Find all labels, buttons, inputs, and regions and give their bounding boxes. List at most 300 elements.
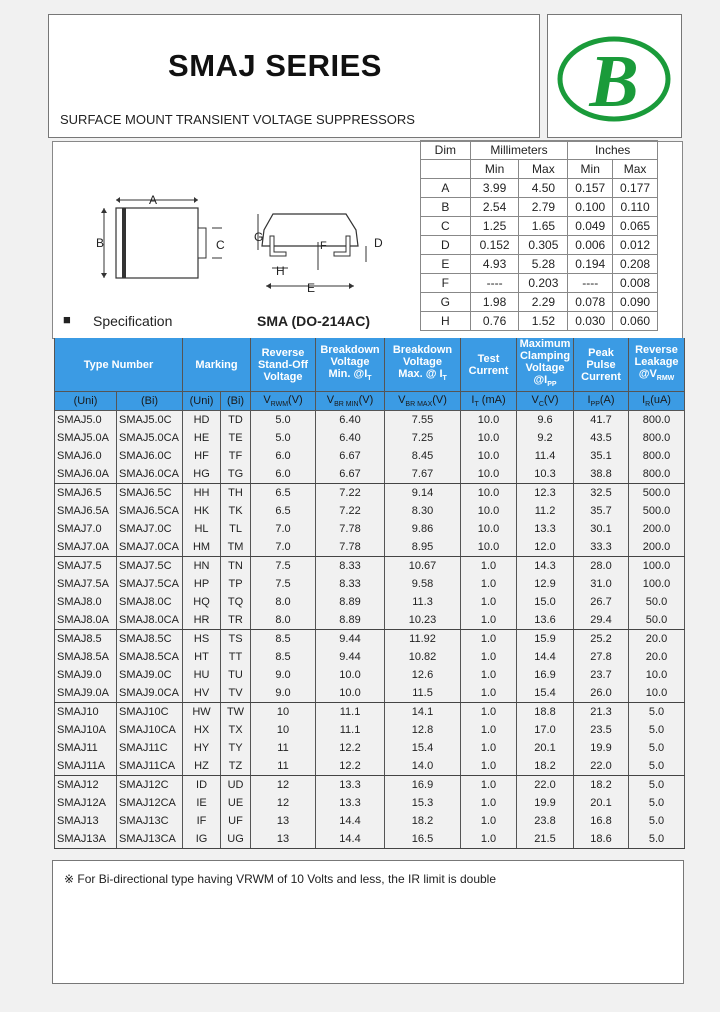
spec-cell: 16.9 [517, 666, 574, 684]
spec-cell: HD [183, 411, 221, 430]
dim-row [421, 274, 658, 293]
spec-cell: 6.67 [316, 465, 385, 484]
spec-cell: 23.8 [517, 812, 574, 830]
spec-cell: SMAJ13A [55, 830, 117, 849]
spec-cell: 10.0 [461, 447, 517, 465]
spec-cell: TH [221, 484, 251, 503]
dim-value: 0.065 [613, 217, 658, 236]
dim-value: 0.152 [470, 236, 519, 255]
spec-cell: SMAJ9.0C [117, 666, 183, 684]
spec-cell: 10.0 [461, 502, 517, 520]
spec-cell: SMAJ8.5A [55, 648, 117, 666]
dim-label: C [421, 217, 471, 236]
dim-label: E [421, 255, 471, 274]
spec-row [55, 703, 685, 722]
spec-cell: HU [183, 666, 221, 684]
spec-cell: SMAJ7.0A [55, 538, 117, 557]
spec-cell: 10.0 [629, 684, 685, 703]
spec-row [55, 447, 685, 465]
test-current-header: Test Current [461, 338, 517, 392]
in-max-head: Max [613, 160, 658, 179]
spec-cell: 800.0 [629, 429, 685, 447]
spec-cell: SMAJ10A [55, 721, 117, 739]
spec-label: Specification [93, 313, 173, 329]
spec-cell: 6.40 [316, 411, 385, 430]
spec-cell: 20.1 [517, 739, 574, 757]
spec-cell: TS [221, 630, 251, 649]
spec-cell: 35.1 [574, 447, 629, 465]
spec-cell: 200.0 [629, 538, 685, 557]
bv-min-header: Breakdown Voltage Min. $@I_T$ [316, 338, 385, 392]
spec-cell: 10.0 [461, 429, 517, 447]
spec-cell: SMAJ5.0 [55, 411, 117, 430]
spec-cell: SMAJ11A [55, 757, 117, 776]
bi-mark-subheader: (Bi) [221, 392, 251, 411]
spec-cell: 7.0 [251, 520, 316, 538]
spec-cell: SMAJ7.0CA [117, 538, 183, 557]
spec-cell: HV [183, 684, 221, 703]
spec-cell: 7.55 [385, 411, 461, 430]
spec-cell: 1.0 [461, 776, 517, 795]
mm-min-head: Min [470, 160, 519, 179]
spec-cell: 6.0 [251, 465, 316, 484]
package-outline-diagram [90, 190, 390, 300]
spec-cell: SMAJ6.5 [55, 484, 117, 503]
spec-cell: HE [183, 429, 221, 447]
dim-value: 2.54 [470, 198, 519, 217]
spec-cell: 100.0 [629, 575, 685, 593]
dim-value: 0.060 [613, 312, 658, 331]
dim-label: F [421, 274, 471, 293]
spec-cell: 9.14 [385, 484, 461, 503]
spec-cell: 14.3 [517, 557, 574, 576]
spec-cell: 32.5 [574, 484, 629, 503]
spec-cell: 5.0 [629, 739, 685, 757]
spec-cell: HZ [183, 757, 221, 776]
spec-cell: 5.0 [629, 776, 685, 795]
spec-row [55, 611, 685, 630]
spec-cell: 12 [251, 776, 316, 795]
spec-cell: UD [221, 776, 251, 795]
spec-cell: 12.0 [517, 538, 574, 557]
spec-cell: 11 [251, 757, 316, 776]
spec-cell: HX [183, 721, 221, 739]
spec-cell: 5.0 [251, 411, 316, 430]
spec-row [55, 630, 685, 649]
label-f: F [320, 240, 327, 252]
spec-cell: 9.44 [316, 648, 385, 666]
spec-cell: 10.0 [316, 666, 385, 684]
spec-row [55, 830, 685, 849]
spec-cell: TL [221, 520, 251, 538]
spec-cell: SMAJ7.5C [117, 557, 183, 576]
spec-cell: SMAJ6.0 [55, 447, 117, 465]
spec-cell: 14.4 [517, 648, 574, 666]
spec-cell: TQ [221, 593, 251, 611]
spec-cell: SMAJ8.0C [117, 593, 183, 611]
spec-cell: SMAJ12C [117, 776, 183, 795]
spec-cell: 7.0 [251, 538, 316, 557]
spec-cell: 31.0 [574, 575, 629, 593]
spec-cell: SMAJ6.5C [117, 484, 183, 503]
spec-cell: 1.0 [461, 666, 517, 684]
spec-cell: SMAJ6.0A [55, 465, 117, 484]
spec-row [55, 465, 685, 484]
dim-value: 0.090 [613, 293, 658, 312]
spec-cell: 1.0 [461, 757, 517, 776]
spec-cell: HW [183, 703, 221, 722]
spec-row [55, 411, 685, 430]
spec-cell: 20.1 [574, 794, 629, 812]
spec-cell: 5.0 [629, 757, 685, 776]
spec-cell: 15.0 [517, 593, 574, 611]
spec-cell: TZ [221, 757, 251, 776]
spec-row [55, 684, 685, 703]
dim-value: ---- [470, 274, 519, 293]
spec-cell: TN [221, 557, 251, 576]
spec-cell: 500.0 [629, 484, 685, 503]
spec-cell: 8.89 [316, 611, 385, 630]
dim-row [421, 198, 658, 217]
spec-cell: 1.0 [461, 557, 517, 576]
spec-cell: 15.9 [517, 630, 574, 649]
page-subtitle: SURFACE MOUNT TRANSIENT VOLTAGE SUPPRESSORS [60, 112, 415, 127]
dim-value: 0.012 [613, 236, 658, 255]
spec-cell: 7.78 [316, 520, 385, 538]
spec-cell: SMAJ8.0A [55, 611, 117, 630]
spec-cell: 13 [251, 812, 316, 830]
spec-cell: IG [183, 830, 221, 849]
spec-cell: 800.0 [629, 411, 685, 430]
spec-cell: SMAJ13C [117, 812, 183, 830]
uni-subheader: (Uni) [55, 392, 117, 411]
dim-value: 0.006 [568, 236, 613, 255]
vrwm-unit: $V_{RWM}(V)$ [251, 392, 316, 411]
dim-value: 5.28 [519, 255, 568, 274]
spec-cell: 13.6 [517, 611, 574, 630]
spec-cell: 19.9 [574, 739, 629, 757]
spec-cell: TY [221, 739, 251, 757]
dim-label: A [421, 179, 471, 198]
label-e: E [307, 281, 316, 295]
spec-row [55, 812, 685, 830]
spec-cell: 18.6 [574, 830, 629, 849]
page-title: SMAJ SERIES [168, 48, 382, 83]
spec-cell: HL [183, 520, 221, 538]
spec-cell: 14.1 [385, 703, 461, 722]
spec-cell: 13.3 [316, 794, 385, 812]
spec-cell: 8.95 [385, 538, 461, 557]
spec-cell: 12.2 [316, 757, 385, 776]
spec-cell: 11 [251, 739, 316, 757]
dim-value: 1.25 [470, 217, 519, 236]
spec-cell: TG [221, 465, 251, 484]
dim-value: ---- [568, 274, 613, 293]
spec-cell: 10.0 [316, 684, 385, 703]
spec-cell: 19.9 [517, 794, 574, 812]
spec-cell: 12 [251, 794, 316, 812]
label-g: G [254, 230, 264, 244]
in-min-head: Min [568, 160, 613, 179]
spec-cell: 7.22 [316, 502, 385, 520]
spec-cell: 1.0 [461, 593, 517, 611]
spec-cell: 7.78 [316, 538, 385, 557]
spec-cell: 20.0 [629, 648, 685, 666]
spec-cell: HT [183, 648, 221, 666]
spec-cell: SMAJ5.0C [117, 411, 183, 430]
spec-cell: 50.0 [629, 611, 685, 630]
spec-cell: HP [183, 575, 221, 593]
spec-cell: 10.0 [461, 411, 517, 430]
company-logo [548, 15, 681, 137]
vbrmin-unit: $V_{BR MIN}(V)$ [316, 392, 385, 411]
dim-value: 4.93 [470, 255, 519, 274]
spec-row [55, 557, 685, 576]
spec-cell: 16.9 [385, 776, 461, 795]
spec-row [55, 538, 685, 557]
spec-cell: 33.3 [574, 538, 629, 557]
dim-row [421, 179, 658, 198]
dim-value: 0.008 [613, 274, 658, 293]
spec-cell: 7.22 [316, 484, 385, 503]
spec-cell: SMAJ6.5CA [117, 502, 183, 520]
dimension-table [420, 140, 658, 331]
package-name: SMA (DO-214AC) [257, 313, 371, 329]
spec-cell: 12.9 [517, 575, 574, 593]
dim-row [421, 217, 658, 236]
spec-cell: 15.4 [517, 684, 574, 703]
spec-cell: UG [221, 830, 251, 849]
spec-cell: 9.44 [316, 630, 385, 649]
spec-cell: 5.0 [251, 429, 316, 447]
spec-cell: 30.1 [574, 520, 629, 538]
spec-cell: HH [183, 484, 221, 503]
spec-cell: 22.0 [574, 757, 629, 776]
spec-cell: SMAJ11CA [117, 757, 183, 776]
dim-value: 2.79 [519, 198, 568, 217]
vbrmax-unit: $V_{BR MAX}(V)$ [385, 392, 461, 411]
spec-cell: 8.30 [385, 502, 461, 520]
spec-cell: 9.2 [517, 429, 574, 447]
dim-value: 1.65 [519, 217, 568, 236]
spec-cell: 5.0 [629, 794, 685, 812]
type-number-header: Type Number [55, 338, 183, 392]
spec-cell: 5.0 [629, 721, 685, 739]
spec-cell: TD [221, 411, 251, 430]
dim-value: 0.049 [568, 217, 613, 236]
dim-value: 0.177 [613, 179, 658, 198]
spec-cell: 23.7 [574, 666, 629, 684]
spec-cell: SMAJ13 [55, 812, 117, 830]
spec-cell: SMAJ8.5C [117, 630, 183, 649]
label-a: A [149, 193, 158, 207]
spec-cell: 16.5 [385, 830, 461, 849]
spec-cell: TT [221, 648, 251, 666]
spec-cell: 8.89 [316, 593, 385, 611]
dim-row [421, 293, 658, 312]
dim-label: G [421, 293, 471, 312]
spec-cell: TK [221, 502, 251, 520]
dim-head: Dim [421, 141, 471, 160]
spec-cell: 10.0 [629, 666, 685, 684]
spec-cell: HY [183, 739, 221, 757]
spec-cell: 22.0 [517, 776, 574, 795]
spec-cell: 1.0 [461, 830, 517, 849]
spec-cell: 8.45 [385, 447, 461, 465]
spec-cell: 8.5 [251, 630, 316, 649]
spec-cell: SMAJ7.0 [55, 520, 117, 538]
dim-value: 0.208 [613, 255, 658, 274]
label-c: C [216, 238, 225, 252]
spec-cell: 1.0 [461, 575, 517, 593]
marking-header: Marking [183, 338, 251, 392]
spec-cell: SMAJ8.5 [55, 630, 117, 649]
spec-cell: 1.0 [461, 703, 517, 722]
spec-cell: 27.8 [574, 648, 629, 666]
ipp-unit: $I_{PP}(A)$ [574, 392, 629, 411]
spec-cell: 10 [251, 721, 316, 739]
spec-cell: 35.7 [574, 502, 629, 520]
spec-cell: 5.0 [629, 812, 685, 830]
spec-cell: SMAJ10C [117, 703, 183, 722]
spec-cell: SMAJ11C [117, 739, 183, 757]
spec-cell: HM [183, 538, 221, 557]
spec-cell: 10.0 [461, 465, 517, 484]
spec-cell: SMAJ13CA [117, 830, 183, 849]
electrical-spec-table [54, 338, 685, 849]
spec-cell: SMAJ6.0CA [117, 465, 183, 484]
spec-row [55, 648, 685, 666]
spec-cell: 11.1 [316, 721, 385, 739]
spec-cell: 9.0 [251, 684, 316, 703]
spec-row [55, 794, 685, 812]
spec-units-row [55, 392, 685, 411]
spec-cell: 28.0 [574, 557, 629, 576]
spec-cell: 11.1 [316, 703, 385, 722]
spec-row [55, 484, 685, 503]
spec-cell: 11.92 [385, 630, 461, 649]
spec-bullet: ■ [63, 312, 71, 327]
spec-cell: 1.0 [461, 648, 517, 666]
spec-cell: 7.5 [251, 575, 316, 593]
spec-cell: 18.2 [385, 812, 461, 830]
spec-cell: HR [183, 611, 221, 630]
spec-cell: 50.0 [629, 593, 685, 611]
label-h: H [276, 264, 285, 278]
vc-unit: $V_C(V)$ [517, 392, 574, 411]
in-head: Inches [568, 141, 658, 160]
dim-value: 4.50 [519, 179, 568, 198]
spec-cell: 29.4 [574, 611, 629, 630]
spec-cell: HG [183, 465, 221, 484]
spec-cell: 1.0 [461, 721, 517, 739]
spec-cell: 10.82 [385, 648, 461, 666]
spec-cell: SMAJ12 [55, 776, 117, 795]
spec-cell: 21.5 [517, 830, 574, 849]
dim-value: 0.110 [613, 198, 658, 217]
spec-cell: 25.2 [574, 630, 629, 649]
spec-cell: 11.2 [517, 502, 574, 520]
spec-row [55, 721, 685, 739]
spec-cell: 11.3 [385, 593, 461, 611]
ir-unit: $I_R(uA)$ [629, 392, 685, 411]
spec-cell: 41.7 [574, 411, 629, 430]
spec-cell: 16.8 [574, 812, 629, 830]
dim-row [421, 255, 658, 274]
spec-cell: 10.3 [517, 465, 574, 484]
spec-cell: SMAJ7.5CA [117, 575, 183, 593]
dim-row [421, 312, 658, 331]
spec-cell: SMAJ10CA [117, 721, 183, 739]
spec-cell: 20.0 [629, 630, 685, 649]
spec-cell: 38.8 [574, 465, 629, 484]
spec-cell: SMAJ9.0 [55, 666, 117, 684]
clamping-header: Maximum Clamping Voltage $@I_{PP}$ [517, 338, 574, 392]
spec-cell: TW [221, 703, 251, 722]
spec-cell: SMAJ6.0C [117, 447, 183, 465]
dim-value: 3.99 [470, 179, 519, 198]
spec-cell: SMAJ9.0CA [117, 684, 183, 703]
spec-cell: 10 [251, 703, 316, 722]
spec-cell: UE [221, 794, 251, 812]
spec-cell: 13.3 [316, 776, 385, 795]
spec-cell: 9.0 [251, 666, 316, 684]
spec-cell: ID [183, 776, 221, 795]
spec-cell: SMAJ12A [55, 794, 117, 812]
spec-cell: HK [183, 502, 221, 520]
spec-cell: TX [221, 721, 251, 739]
logo-box [547, 14, 682, 138]
spec-cell: SMAJ8.0CA [117, 611, 183, 630]
spec-cell: TE [221, 429, 251, 447]
dim-value: 1.98 [470, 293, 519, 312]
spec-cell: IE [183, 794, 221, 812]
dim-value: 1.52 [519, 312, 568, 331]
dim-value: 0.030 [568, 312, 613, 331]
spec-cell: IF [183, 812, 221, 830]
dim-label: B [421, 198, 471, 217]
spec-cell: TF [221, 447, 251, 465]
spec-row [55, 666, 685, 684]
spec-row [55, 739, 685, 757]
mm-max-head: Max [519, 160, 568, 179]
label-b: B [96, 236, 105, 250]
spec-cell: 10.67 [385, 557, 461, 576]
dim-value: 2.29 [519, 293, 568, 312]
spec-cell: TP [221, 575, 251, 593]
spec-cell: HS [183, 630, 221, 649]
spec-cell: 8.0 [251, 611, 316, 630]
spec-cell: 1.0 [461, 794, 517, 812]
dim-value: 0.157 [568, 179, 613, 198]
spec-row [55, 502, 685, 520]
spec-cell: 10.23 [385, 611, 461, 630]
spec-cell: UF [221, 812, 251, 830]
spec-cell: 43.5 [574, 429, 629, 447]
spec-cell: 8.0 [251, 593, 316, 611]
spec-cell: 7.25 [385, 429, 461, 447]
spec-cell: SMAJ8.5CA [117, 648, 183, 666]
spec-cell: 6.40 [316, 429, 385, 447]
spec-cell: 100.0 [629, 557, 685, 576]
spec-cell: 7.5 [251, 557, 316, 576]
dim-value: 0.100 [568, 198, 613, 217]
spec-cell: 1.0 [461, 684, 517, 703]
dim-label: D [421, 236, 471, 255]
spec-cell: TV [221, 684, 251, 703]
spec-cell: SMAJ8.0 [55, 593, 117, 611]
spec-cell: 14.4 [316, 812, 385, 830]
